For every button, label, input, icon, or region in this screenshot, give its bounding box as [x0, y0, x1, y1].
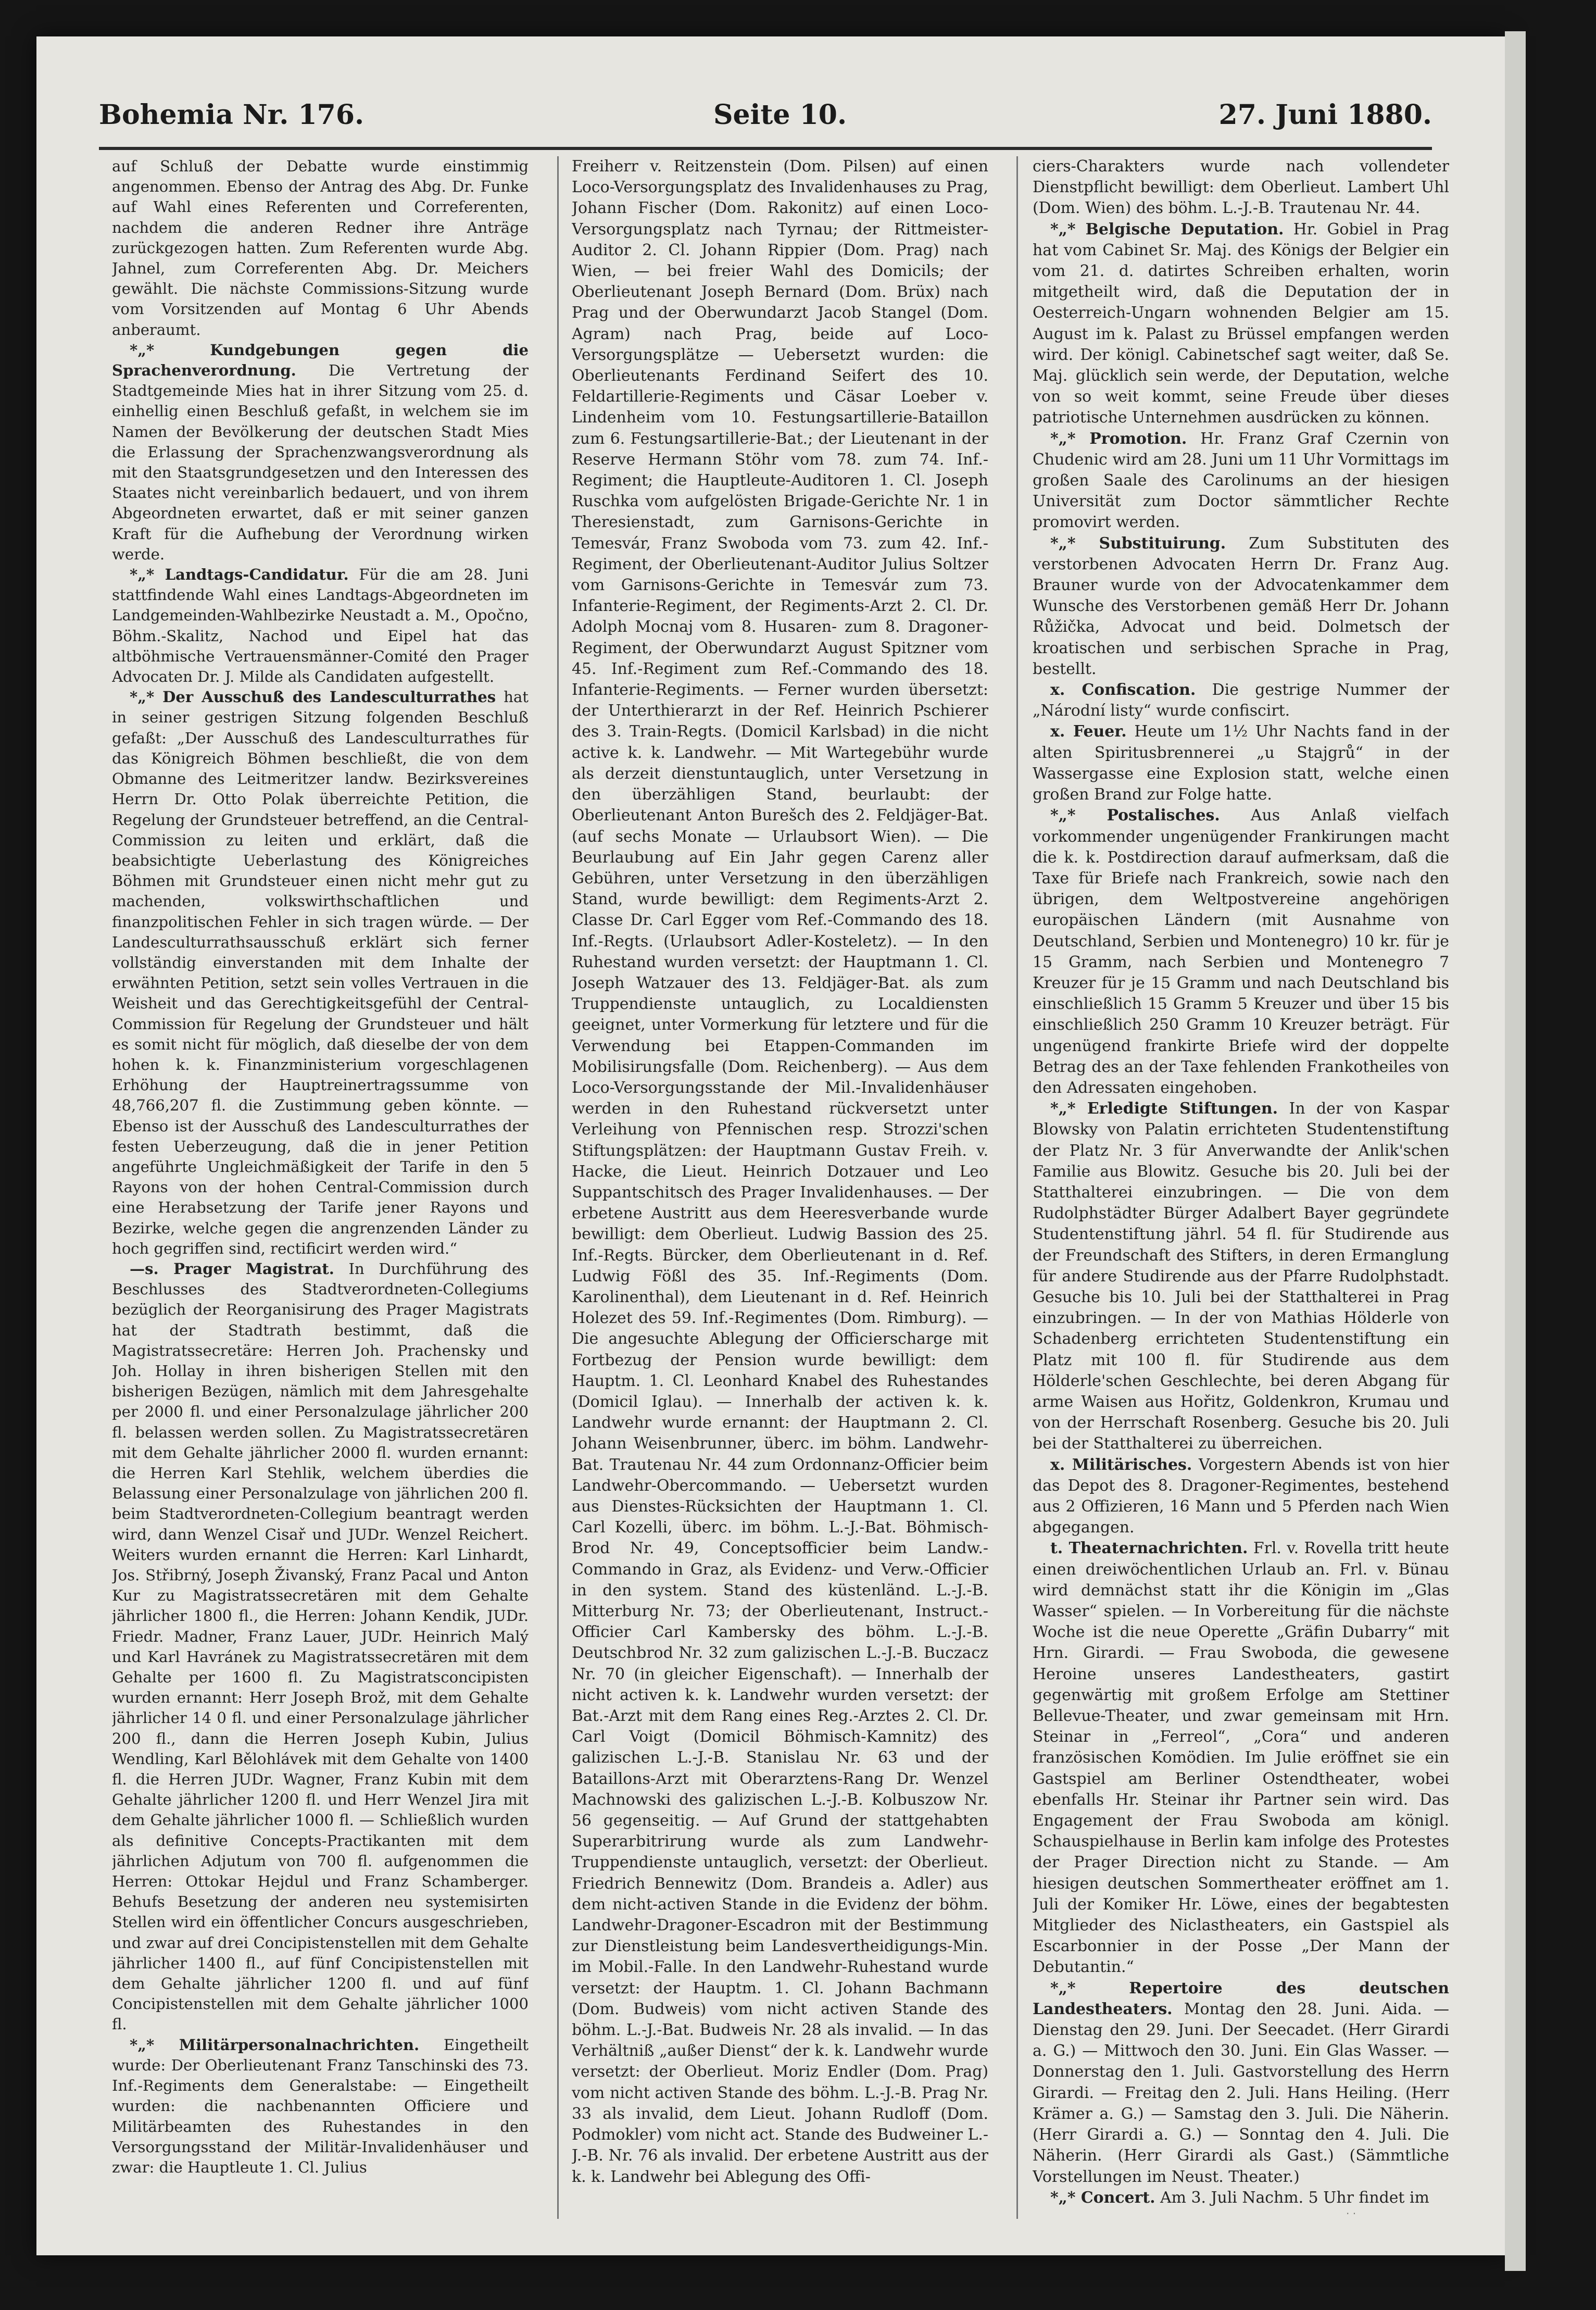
- article-paragraph: [112, 687, 529, 1259]
- article-paragraph: [1033, 429, 1449, 533]
- article-text: Für die am 28. Juni stattfindende Wahl eines Landtags-Abgeordneten im Landgemeinden-Wahlbezirke Neustadt a. M., Opočno, Böhm.-Skalitz, Nachod und Eipel hat das altböhmische Vertrauensmänner-Comité den Prager Advocaten Dr. J. Milde als Candidaten aufgestellt.: [112, 566, 529, 686]
- column-divider: [1016, 156, 1018, 2219]
- article-heading: —s. Prager Magistrat.: [130, 1259, 334, 1278]
- page-edge: [1505, 31, 1526, 2271]
- article-text: Zum Substituten des verstorbenen Advocaten Herrn Dr. Franz Aug. Brauner wurde von der Advocatenkammer dem Wunsche des Verstorbenen gemäß Herr Dr. Johann Růžička, Advocat und beid. Dolmetsch der kroatischen und serbischen Sprache in Prag, bestellt.: [1033, 534, 1449, 678]
- paper-issue: Bohemia Nr. 176.: [99, 99, 365, 131]
- article-text: Hr. Franz Graf Czernin von Chudenic wird am 28. Juni um 11 Uhr Vormittags im großen Saale des Carolinums an der hiesigen Universität zum Doctor sämmtlicher Rechte promovirt werden.: [1033, 429, 1449, 532]
- article-heading: *„* Der Ausschuß des Landesculturrathes: [130, 688, 496, 706]
- article-heading: *„* Concert.: [1050, 2188, 1155, 2207]
- article-text: Vorgestern Abends ist von hier das Depot des 8. Dragoner-Regimentes, bestehend aus 2 Offizieren, 16 Mann und 5 Pferden nach Wien abgegangen.: [1033, 1455, 1449, 1537]
- column-3: [1033, 156, 1449, 2219]
- article-heading: x. Militärisches.: [1050, 1455, 1192, 1474]
- issue-date: 27. Juni 1880.: [1218, 99, 1432, 131]
- article-heading: *„* Promotion.: [1050, 429, 1187, 448]
- article-paragraph: [1033, 805, 1449, 1098]
- article-text: Montag den 28. Juni. Aida. — Dienstag den 29. Juni. Der Seecadet. (Herr Girardi a. G.) — Mittwoch den 30. Juni. Ein Glas Wasser. — Donnerstag den 1. Juli. Gastvorstellung des Herrn Girardi. — Freitag den 2. Juli. Hans Heiling. (Herr Krämer a. G.) — Samstag den 3. Juli. Die Näherin. (Herr Girardi a. G.) — Sonntag den 4. Juli. Die Näherin. (Herr Girardi als Gast.) (Sämmtliche Vorstellungen im Neust. Theater.): [1033, 2000, 1449, 2186]
- article-heading: *„* Postalisches.: [1050, 806, 1220, 825]
- article-heading: *„* Repertoire des deutschen Landestheaters.: [1033, 1979, 1449, 2018]
- article-paragraph: [112, 156, 529, 340]
- article-heading: *„* Belgische Deputation.: [1050, 220, 1284, 239]
- article-text: Die gestrige Nummer der „Národní listy“ wurde confiscirt.: [1033, 681, 1449, 720]
- article-heading: x. Feuer.: [1050, 722, 1127, 741]
- article-heading: *„* Militärpersonalnachrichten.: [130, 2036, 420, 2054]
- article-paragraph: [112, 1259, 529, 2035]
- article-heading: *„* Erledigte Stiftungen.: [1050, 1100, 1278, 1118]
- article-heading: *„* Landtags-Candidatur.: [130, 566, 349, 584]
- article-text: Aus Anlaß vielfach vorkommender ungenügender Frankirungen macht die k. k. Postdirection darauf aufmerksam, daß die Taxe für Briefe nach Frankreich, sowie nach den übrigen, dem Weltpostvereine angehörigen europäischen Ländern (mit Ausnahme von Deutschland, Serbien und Montenegro) 10 kr. für je 15 Gramm, nach Serbien und Montenegro 7 Kreuzer für je 15 Gramm und nach Deutschland bis einschließlich 15 Gramm 5 Kreuzer und über 15 bis einschließlich 250 Gramm 10 Kreuzer beträgt. Für ungenügend frankirte Briefe wird der doppelte Betrag des an der Taxe fehlenden Frankotheiles von den Adressaten eingehoben.: [1033, 806, 1449, 1097]
- article-heading: x. Confiscation.: [1050, 681, 1196, 700]
- article-paragraph: [1033, 1455, 1449, 1539]
- column-1: [112, 156, 529, 2219]
- article-paragraph: [1033, 680, 1449, 721]
- article-paragraph: [1033, 219, 1449, 429]
- article-text: Am 3. Juli Nachm. 5 Uhr findet im: [1160, 2188, 1429, 2207]
- article-paragraph: [1033, 533, 1449, 680]
- article-text: In Durchführung des Beschlusses des Stadtverordneten-Collegiums bezüglich der Reorganisirung des Prager Magistrats hat der Stadtrath bestimmt, daß die Magistratssecretäre: Herren Joh. Prachensky und Joh. Hollay in ihren bisherigen Stellen mit den bisherigen Bezügen, nämlich mit dem Jahresgehalte per 2000 fl. und einer Personalzulage jährlicher 200 fl. belassen werden sollen. Zu Magistratssecretären mit dem Gehalte jährlicher 2000 fl. wurden ernannt: die Herren Karl Stehlik, welchem überdies die Belassung einer Personalzulage von jährlichen 200 fl. beim Stadtverordneten-Collegium beantragt werden wird, dann Wenzel Cisař und JUDr. Wenzel Reichert. Weiters wurden ernannt die Herren: Karl Linhardt, Jos. Střibrný, Joseph Živanský, Franz Pacal und Anton Kur zu Magistratssecretären mit dem Gehalte jährlicher 1800 fl., die Herren: Johann Kendik, JUDr. Friedr. Madner, Franz Lauer, JUDr. Heinrich Malý und Karl Havránek zu Magistratssecretären mit dem Gehalte per 1600 fl. Zu Magistratsconcipisten wurden ernannt: Herr Joseph Brož, mit dem Gehalte jährlicher 14 0 fl. und einer Personalzulage jährlicher 200 fl., dann die Herren Joseph Kubin, Julius Wendling, Karl Bělohlávek mit dem Gehalte von 1400 fl. die Herren JUDr. Wagner, Franz Kubin mit dem Gehalte jährlicher 1200 fl. und Herr Wenzel Jira mit dem Gehalte jährlicher 1000 fl. — Schließlich wurden als definitive Concepts-Practikanten mit dem jährlichen Adjutum von 700 fl. aufgenommen die Herren: Ottokar Hejdul und Franz Schamberger. Behufs Besetzung der anderen neu systemisirten Stellen wird ein öffentlicher Concurs ausgeschrieben, und zwar auf drei Concipistenstellen mit dem Gehalte jährlicher 1400 fl., auf fünf Concipistenstellen mit dem Gehalte jährlicher 1200 fl. und auf fünf Concipistenstellen mit dem Gehalte jährlicher 1000 fl.: [112, 1259, 529, 2033]
- page-number: Seite 10.: [713, 99, 847, 131]
- article-heading: *„* Substituirung.: [1050, 534, 1226, 553]
- article-paragraph: [1033, 1098, 1449, 1454]
- article-text: Hr. Gobiel in Prag hat vom Cabinet Sr. Maj. des Königs der Belgier ein vom 21. d. datirtes Schreiben erhalten, worin mitgetheilt wird, daß die Deputation der in Oesterreich-Ungarn wohnenden Belgier am 15. August im k. Palast zu Brüssel empfangen werden wird. Der königl. Cabinetschef sagt weiter, daß Se. Maj. glücklich sein werde, der Deputation, welche von so weit kommt, seine Freude über dieses patriotische Unternehmen ausdrücken zu können.: [1033, 220, 1449, 427]
- article-text: In der von Kaspar Blowsky von Palatin errichteten Studentenstiftung der Platz Nr. 3 für Anverwandte der Anlik'schen Familie aus Blowitz. Gesuche bis 20. Juli bei der Statthalterei einzubringen. — Die von dem Rudolphstädter Bürger Adalbert Bayer gegründete Studentenstiftung jährl. 54 fl. für Studirende aus der Freundschaft des Stifters, in deren Ermanglung für andere Studirende aus der Pfarre Rudolphstadt. Gesuche bis 10. Juli bei der Statthalterei in Prag einzubringen. — In der von Mathias Hölderle von Schadenberg errichteten Studentenstiftung ein Platz mit 100 fl. für Studirende aus dem Hölderle'schen Geschlechte, bei deren Abgang für arme Waisen aus Hořitz, Goldenkron, Krumau und von der Herrschaft Rosenberg. Gesuche bis 20. Juli bei der Statthalterei zu überreichen.: [1033, 1100, 1449, 1453]
- article-paragraph: [112, 340, 529, 565]
- article-text: Freiherr v. Reitzenstein (Dom. Pilsen) auf einen Loco-Versorgungsplatz des Invalidenhauses zu Prag, Johann Fischer (Dom. Rakonitz) auf einen Loco-Versorgungsplatz nach Tyrnau; der Rittmeister-Auditor 2. Cl. Johann Rippier (Dom. Prag) nach Wien, — bei freier Wahl des Domicils; der Oberlieutenant Joseph Bernard (Dom. Brüx) nach Prag und der Oberwundarzt Jacob Stangel (Dom. Agram) nach Prag, beide auf Loco-Versorgungsplätze — Uebersetzt wurden: die Oberlieutenants Ferdinand Seifert des 10. Feldartillerie-Regiments und Cäsar Loeber v. Lindenheim vom 10. Festungsartillerie-Bataillon zum 6. Festungsartillerie-Bat.; der Lieutenant in der Reserve Hermann Stöhr vom 78. zum 74. Inf.-Regiment; die Hauptleute-Auditoren 1. Cl. Joseph Ruschka vom aufgelösten Brigade-Gerichte Nr. 1 in Theresienstadt, zum Garnisons-Gerichte in Temesvár, Franz Swoboda vom 73. zum 42. Inf.-Regiment, der Oberlieutenant-Auditor Julius Soltzer vom Garnisons-Gerichte in Temesvár zum 73. Infanterie-Regiment, der Regiments-Arzt 2. Cl. Dr. Adolph Mocnaj vom 8. Husaren- zum 8. Dragoner-Regiment, der Oberwundarzt August Spitzner vom 45. Inf.-Regiment zum Ref.-Commando des 18. Infanterie-Regiments. — Ferner wurden übersetzt: der Unterthierarzt in der Ref. Heinrich Pschierer des 3. Train-Regts. (Domicil Karlsbad) in die nicht active k. k. Landwehr. — Mit Wartegebühr wurde als derzeit dienstuntauglich, unter Versetzung in den überzähligen Stand, beurlaubt: der Oberlieutenant Anton Burešch des 2. Feldjäger-Bat. (auf sechs Monate — Urlaubsort Wien). — Die Beurlaubung auf Ein Jahr gegen Carenz aller Gebühren, unter Versetzung in den überzähligen Stand, wurde bewilligt: dem Regiments-Arzt 2. Classe Dr. Carl Egger vom Ref.-Commando des 18. Inf.-Regts. (Urlaubsort Adler-Kosteletz). — In den Ruhestand wurden versetzt: der Hauptmann 1. Cl. Joseph Watzauer des 13. Feldjäger-Bat. als zum Truppendienste untauglich, zu Localdiensten geeignet, unter Vormerkung für letztere und für die Verwendung bei Etappen-Commanden im Mobilisirungsfalle (Dom. Reichenberg). — Aus dem Loco-Versorgungsstande der Mil.-Invalidenhäuser werden in den Ruhestand rückversetzt unter Verleihung von Pfennischen resp. Strozzi'schen Stiftungsplätzen: der Hauptmann Gustav Freih. v. Hacke, die Lieut. Heinrich Dotzauer und Leo Suppantschitsch des Prager Invalidenhauses. — Der erbetene Austritt aus dem Heeresverbande wurde bewilligt: dem Oberlieut. Ludwig Bassion des 25. Inf.-Regts. Bürcker, dem Oberlieutenant in d. Ref. Ludwig Fößl des 35. Inf.-Regiments (Dom. Karolinenthal), dem Lieutenant in d. Ref. Heinrich Holezet des 59. Inf.-Regimentes (Dom. Rimburg). — Die angesuchte Ablegung der Officierscharge mit Fortbezug der Pension wurde bewilligt: dem Hauptm. 1. Cl. Leonhard Knabel des Ruhestandes (Domicil Iglau). — Innerhalb der activen k. k. Landwehr wurde ernannt: der Hauptmann 2. Cl. Johann Weisenbrunner, überc. im böhm. Landwehr-Bat. Trautenau Nr. 44 zum Ordonnanz-Officier beim Landwehr-Obercommando. — Uebersetzt wurden aus Dienstes-Rücksichten der Hauptmann 1. Cl. Carl Kozelli, überc. im böhm. L.-J.-Bat. Böhmisch-Brod Nr. 49, Conceptsofficier beim Landw.-Commando in Graz, als Evidenz- und Verw.-Officier in den system. Stand des küstenländ. L.-J.-B. Mitterburg Nr. 73; der Oberlieutenant, Instruct.-Officier Carl Kambersky des böhm. L.-J.-B. Deutschbrod Nr. 32 zum galizischen L.-J.-B. Buczacz Nr. 70 (in gleicher Eigenschaft). — Innerhalb der nicht activen k. k. Landwehr wurden versetzt: der Bat.-Arzt mit dem Rang eines Reg.-Arztes 2. Cl. Dr. Carl Voigt (Domicil Böhmisch-Kamnitz) des galizischen L.-J.-B. Stanislau Nr. 63 und der Bataillons-Arzt mit Oberarztens-Rang Dr. Wenzel Machnowski des galizischen L.-J.-B. Kolbuszow Nr. 56 gegenseitig. — Auf Grund der stattgehabten Superarbitrirung wurde als zum Landwehr-Truppendienste untauglich, versetzt: der Oberlieut. Friedrich Bennewitz (Dom. Brandeis a. Adler) aus dem nicht-activen Stande in die Evidenz der böhm. Landwehr-Dragoner-Escadron mit der Bestimmung zur Dienstleistung beim Landesvertheidigungs-Min. im Mobil.-Falle. In den Landwehr-Ruhestand wurde versetzt: der Hauptm. 1. Cl. Johann Bachmann (Dom. Budweis) vom nicht activen Stande des böhm. L.-J.-Bat. Budweis Nr. 28 als invalid. — In das Verhältniß „außer Dienst“ der k. k. Landwehr wurde versetzt: der Oberlieut. Moriz Endler (Dom. Prag) vom nicht activen Stande des böhm. L.-J.-B. Prag Nr. 33 als invalid, dem Lieut. Johann Rudloff (Dom. Podmokler) vom nicht act. Stande des Budweiner L.-J.-B. Nr. 76 als invalid. Der erbetene Austritt aus der k. k. Landwehr bei Ablegung des Offi-: [572, 157, 988, 2186]
- footer-mark: ‧ ‧: [1346, 2207, 1356, 2220]
- article-text: Heute um 1½ Uhr Nachts fand in der alten Spiritusbrennerei „u Stajgrů“ in der Wassergasse eine Explosion statt, welche einen großen Brand zur Folge hatte.: [1033, 722, 1449, 804]
- column-divider: [557, 156, 559, 2219]
- header-rule: [99, 147, 1432, 150]
- article-text: Eingetheilt wurde: Der Oberlieutenant Franz Tanschinski des 73. Inf.-Regiments dem Generalstabe: — Eingetheilt wurden: die nachbenannten Officiere und Militärbeamten des Ruhestandes in den Versorgungsstand der Militär-Invalidenhäuser und zwar: die Hauptleute 1. Cl. Julius: [112, 2036, 529, 2176]
- article-paragraph: [1033, 1538, 1449, 1978]
- article-text: ciers-Charakters wurde nach vollendeter Dienstpflicht bewilligt: dem Oberlieut. Lambert Uhl (Dom. Wien) des böhm. L.-J.-B. Trautenau Nr. 44.: [1033, 157, 1449, 218]
- article-paragraph: [112, 2035, 529, 2178]
- article-heading: t. Theaternachrichten.: [1050, 1539, 1248, 1558]
- article-paragraph: [1033, 721, 1449, 805]
- column-2: [572, 156, 988, 2219]
- article-heading: *„* Kundgebungen gegen die Sprachenverordnung.: [112, 341, 529, 380]
- article-text: hat in seiner gestrigen Sitzung folgenden Beschluß gefaßt: „Der Ausschuß des Landesculturrathes für das Königreich Böhmen beschließt, die von dem Obmanne des Leitmeritzer landw. Bezirksvereines Herrn Dr. Otto Polak überreichte Petition, die Regelung der Grundsteuer betreffend, an die Central-Commission zu leiten und erklärt, daß die beabsichtigte Ueberlastung des Königreiches Böhmen mit Grundsteuer einen nicht mehr gut zu machenden, volkswirthschaftlichen und finanzpolitischen Fehler in sich tragen würde. — Der Landesculturrathsausschuß erklärt sich ferner vollständig einverstanden mit dem Inhalte der erwähnten Petition, setzt sein volles Vertrauen in die Weisheit und das Gerechtigkeitsgefühl der Central-Commission für Regelung der Grundsteuer und hält es somit nicht für möglich, daß dieselbe der von dem hohen k. k. Finanzministerium vorgeschlagenen Erhöhung der Hauptreinertragssumme von 48,766,207 fl. die Zustimmung geben könnte. — Ebenso ist der Ausschuß des Landesculturrathes der festen Ueberzeugung, daß die in jener Petition angeführte Ungleichmäßigkeit der Tarife in den 5 Rayons von der hohen Central-Commission durch eine Herabsetzung der Tarife jener Rayons und Bezirke, welche gegen die angrenzenden Länder zu hoch gegriffen sind, rectificirt werden wird.“: [112, 688, 529, 1257]
- article-paragraph: [572, 156, 988, 2188]
- article-text: Die Vertretung der Stadtgemeinde Mies hat in ihrer Sitzung vom 25. d. einhellig einen Beschluß gefaßt, in welchem sie im Namen der Bevölkerung der deutschen Stadt Mies die Erlassung der Sprachenzwangsverordnung als mit den Staatsgrundgesetzen und den Interessen des Staates nicht vereinbarlich bedauert, und von ihrem Abgeordneten erwartet, daß er mit seiner ganzen Kraft für die Aufhebung der Verordnung wirken werde.: [112, 361, 529, 563]
- article-paragraph: [112, 565, 529, 687]
- article-paragraph: [1033, 156, 1449, 219]
- article-paragraph: [1033, 2188, 1449, 2208]
- article-text: auf Schluß der Debatte wurde einstimmig angenommen. Ebenso der Antrag des Abg. Dr. Funke auf Wahl eines Referenten und Correferenten, nachdem die anderen Redner ihre Anträge zurückgezogen hatten. Zum Referenten wurde Abg. Jahnel, zum Correferenten Abg. Dr. Meichers gewählt. Die nächste Commissions-Sitzung wurde vom Vorsitzenden auf Montag 6 Uhr Abends anberaumt.: [112, 157, 529, 339]
- article-text: Frl. v. Rovella tritt heute einen dreiwöchentlichen Urlaub an. Frl. v. Bünau wird demnächst statt ihr die Königin im „Glas Wasser“ spielen. — In Vorbereitung für die nächste Woche ist die neue Operette „Gräfin Dubarry“ mit Hrn. Girardi. — Frau Swoboda, die gewesene Heroine unseres Landestheaters, gastirt gegenwärtig mit großem Erfolge am Stettiner Bellevue-Theater, und zwar gemeinsam mit Hrn. Steinar in „Ferreol“, „Cora“ und anderen französischen Komödien. Im Julie eröffnet sie ein Gastspiel am Berliner Ostendtheater, wobei ebenfalls Hr. Steinar ihr Partner sein wird. Das Engagement der Frau Swoboda am königl. Schauspielhause in Berlin kam infolge des Protestes der Prager Direction nicht zu Stande. — Am hiesigen deutschen Sommertheater eröffnet am 1. Juli der Komiker Hr. Löwe, eines der begabtesten Mitglieder des Niclastheaters, ein Gastspiel als Escarbonnier in der Posse „Der Mann der Debutantin.“: [1033, 1539, 1449, 1977]
- article-paragraph: [1033, 1978, 1449, 2188]
- page-header: [99, 99, 1432, 146]
